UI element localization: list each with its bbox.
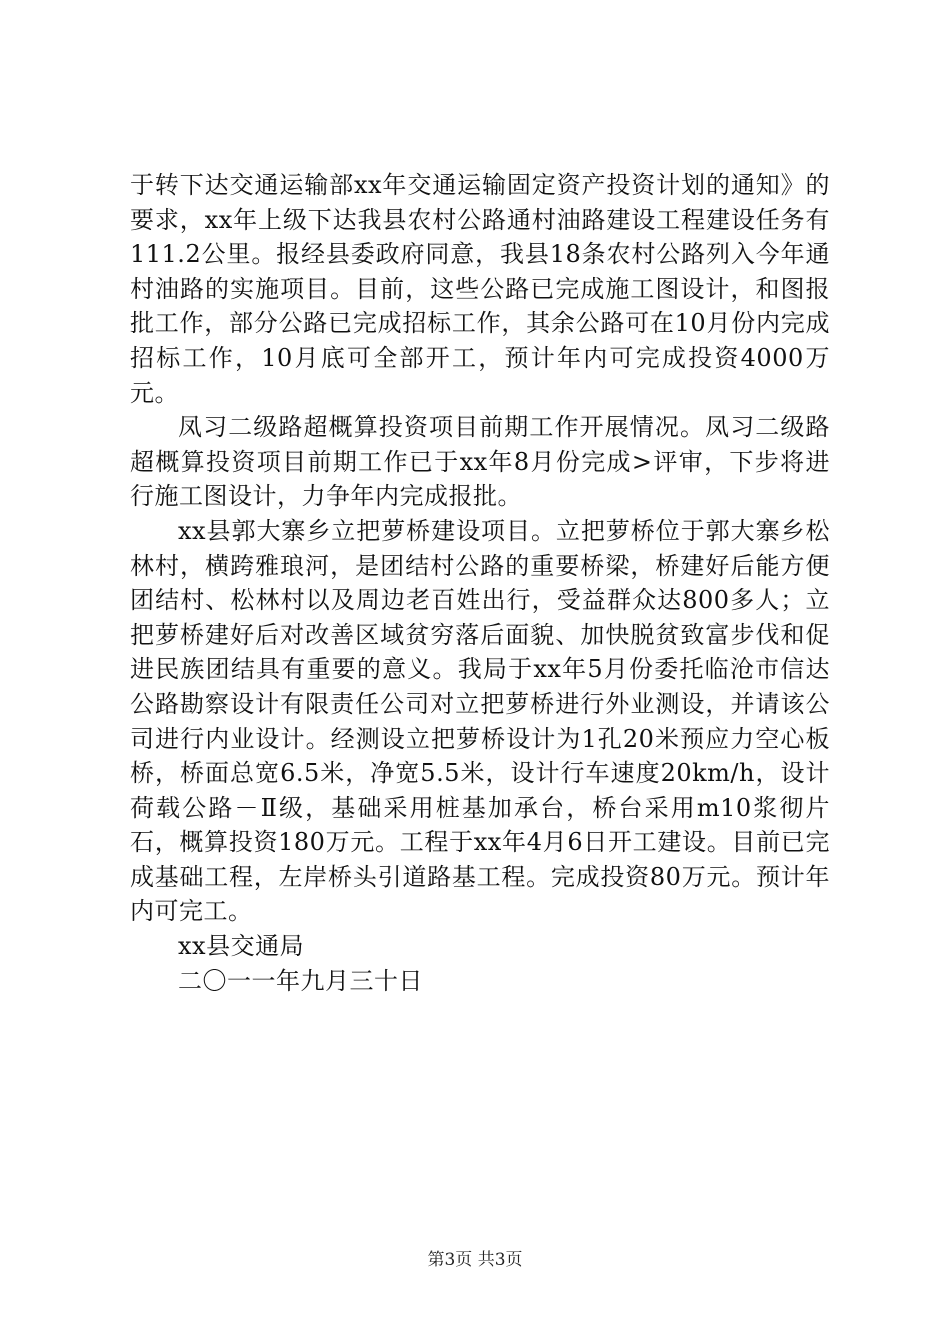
signature-organization: xx县交通局 — [178, 932, 305, 961]
paragraph-fengxi-road: 凤习二级路超概算投资项目前期工作开展情况。凤习二级路超概算投资项目前期工作已于xx年8月份完成>评审，下步将进行施工图设计，力争年内完成报批。 — [130, 413, 830, 511]
signature-date: 二〇一一年九月三十日 — [178, 966, 423, 995]
page-footer: 第3页 共3页 — [427, 1250, 523, 1270]
paragraph-rural-roads: 于转下达交通运输部xx年交通运输固定资产投资计划的通知》的要求，xx年上级下达我县农村公路通村油路建设工程建设任务有111.2公里。报经县委政府同意，我县18条农村公路列入今年通村油路的实施项目。目前，这些公路已完成施工图设计，和图报批工作，部分公路已完成招标工作，其余公路可在10月份内完成招标工作，10月底可全部开工，预计年内可完成投资4000万元。 — [130, 171, 830, 407]
paragraph-libaluo-bridge: xx县郭大寨乡立把萝桥建设项目。立把萝桥位于郭大寨乡松林村，横跨雅琅河，是团结村公路的重要桥梁，桥建好后能方便团结村、松林村以及周边老百姓出行，受益群众达800多人；立把萝桥建好后对改善区域贫穷落后面貌、加快脱贫致富步伐和促进民族团结具有重要的意义。我局于xx年5月份委托临沧市信达公路勘察设计有限责任公司对立把萝桥进行外业测设，并请该公司进行内业设计。经测设立把萝桥设计为1孔20米预应力空心板桥，桥面总宽6.5米，净宽5.5米，设计行车速度20km/h，设计荷载公路－Ⅱ级，基础采用桩基加承台，桥台采用m10浆彻片石，概算投资180万元。工程于xx年4月6日开工建设。目前已完成基础工程，左岸桥头引道路基工程。完成投资80万元。预计年内可完工。 — [130, 516, 830, 926]
document-body — [130, 168, 830, 998]
